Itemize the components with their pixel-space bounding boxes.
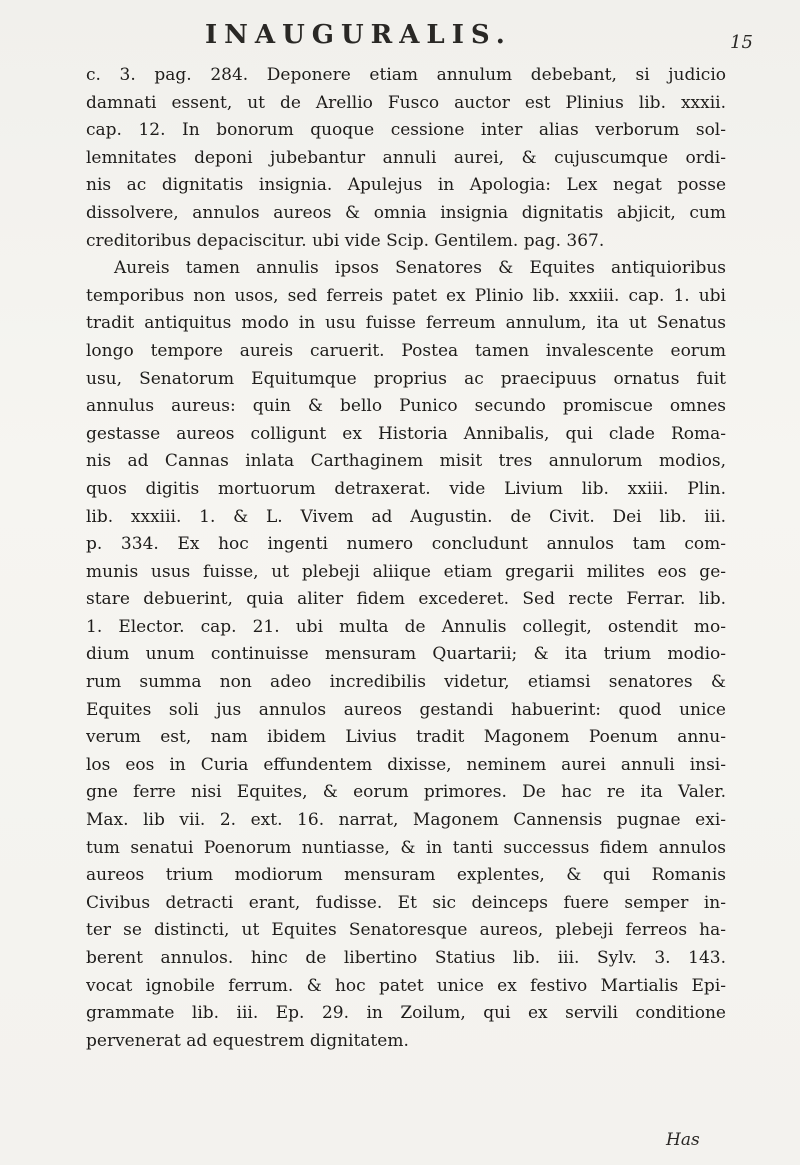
text-line: pervenerat ad equestrem dignitatem. — [86, 1030, 409, 1051]
text-line: aureos trium modiorum mensuram explentes, & qui Romanis — [86, 865, 726, 886]
text-line: 1. Elector. cap. 21. ubi multa de Annulis collegit, ostendit mo- — [86, 616, 726, 637]
text-line: munis usus fuisse, ut plebeji aliique etiam gregarii milites eos ge- — [86, 561, 726, 582]
page-number: 15 — [730, 32, 753, 53]
text-line: quos digitis mortuorum detraxerat. vide Livium lib. xxiii. Plin. — [86, 478, 726, 499]
text-line: Aureis tamen annulis ipsos Senatores & Equites antiquioribus — [114, 258, 726, 279]
body-text — [86, 62, 726, 1055]
text-line: dissolvere, annulos aureos & omnia insignia dignitatis abjicit, cum — [86, 202, 726, 223]
catchword: Has — [666, 1130, 700, 1150]
text-line: vocat ignobile ferrum. & hoc patet unice ex festivo Martialis Epi- — [86, 975, 726, 996]
text-line: c. 3. pag. 284. Deponere etiam annulum debebant, si judicio — [86, 65, 726, 85]
text-line: los eos in Curia effundentem dixisse, neminem aurei annuli insi- — [86, 754, 726, 775]
text-line: berent annulos. hinc de libertino Statius lib. iii. Sylv. 3. 143. — [86, 948, 726, 968]
text-line: nis ad Cannas inlata Carthaginem misit tres annulorum modios, — [86, 451, 726, 472]
text-line: stare debuerint, quia aliter fidem excederet. Sed recte Ferrar. lib. — [86, 589, 726, 610]
running-head: INAUGURALIS. — [205, 20, 512, 50]
text-line: creditoribus depaciscitur. ubi vide Scip. Gentilem. pag. 367. — [86, 230, 605, 251]
text-line: tradit antiquitus modo in usu fuisse ferreum annulum, ita ut Senatus — [86, 313, 726, 334]
text-line: gestasse aureos colligunt ex Historia Annibalis, qui clade Roma- — [86, 423, 726, 444]
text-line: Max. lib vii. 2. ext. 16. narrat, Magonem Cannensis pugnae exi- — [86, 810, 726, 831]
text-line: usu, Senatorum Equitumque proprius ac praecipuus ornatus fuit — [86, 368, 726, 389]
text-line: rum summa non adeo incredibilis videtur, etiamsi senatores & — [86, 672, 726, 693]
text-line: dium unum continuisse mensuram Quartarii; & ita trium modio- — [86, 644, 726, 665]
text-line: longo tempore aureis caruerit. Postea tamen invalescente eorum — [86, 340, 726, 361]
text-line: damnati essent, ut de Arellio Fusco auctor est Plinius lib. xxxii. — [86, 92, 726, 113]
text-line: temporibus non usos, sed ferreis patet ex Plinio lib. xxxiii. cap. 1. ubi — [86, 285, 726, 306]
text-line: Civibus detracti erant, fudisse. Et sic deinceps fuere semper in- — [86, 892, 726, 913]
text-line: verum est, nam ibidem Livius tradit Magonem Poenum annu- — [86, 727, 726, 748]
text-line: lemnitates deponi jubebantur annuli aurei, & cujuscumque ordi- — [86, 147, 726, 168]
text-line: nis ac dignitatis insignia. Apulejus in Apologia: Lex negat posse — [86, 175, 726, 196]
text-line: cap. 12. In bonorum quoque cessione inter alias verborum sol- — [86, 120, 726, 141]
page-header — [0, 14, 800, 54]
text-line: Equites soli jus annulos aureos gestandi habuerint: quod unice — [86, 699, 726, 720]
text-line: lib. xxxiii. 1. & L. Vivem ad Augustin. de Civit. Dei lib. iii. — [86, 506, 726, 527]
text-line: ter se distincti, ut Equites Senatoresque aureos, plebeji ferreos ha- — [86, 920, 726, 941]
text-line: gne ferre nisi Equites, & eorum primores. De hac re ita Valer. — [86, 782, 726, 803]
text-line: tum senatui Poenorum nuntiasse, & in tanti successus fidem annulos — [86, 837, 726, 858]
text-line: annulus aureus: quin & bello Punico secundo promiscue omnes — [86, 396, 726, 417]
text-line: p. 334. Ex hoc ingenti numero concludunt annulos tam com- — [86, 534, 726, 555]
text-line: grammate lib. iii. Ep. 29. in Zoilum, qui ex servili conditione — [86, 1003, 726, 1024]
